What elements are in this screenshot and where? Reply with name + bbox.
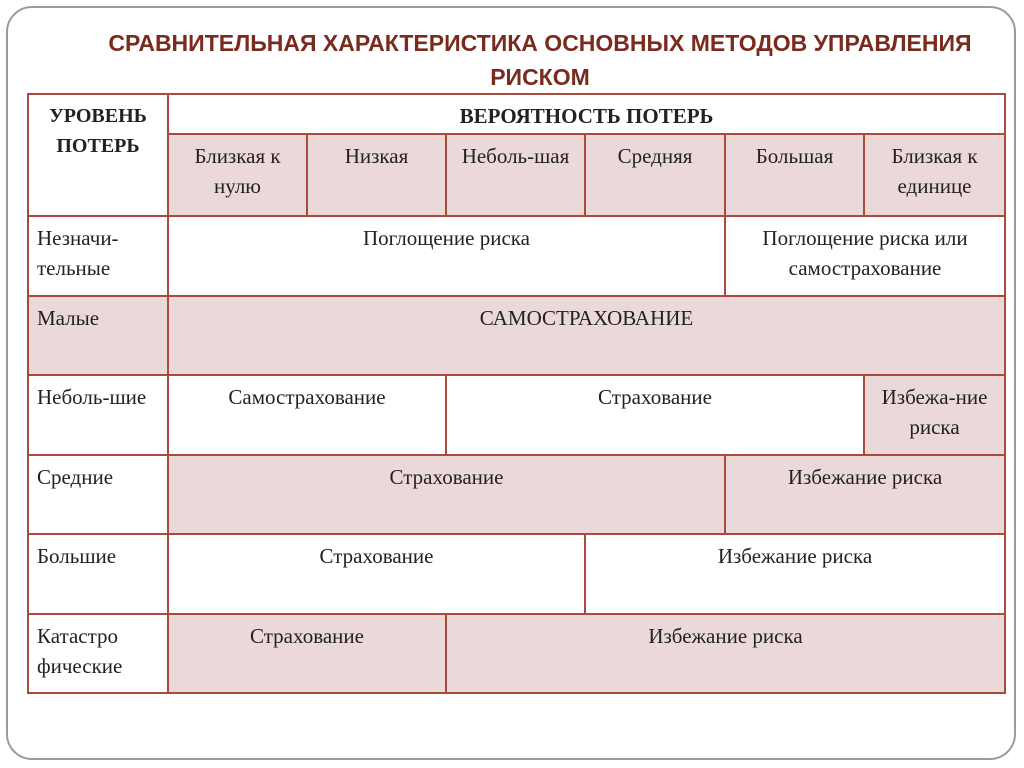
row-level-label: Катастро фические [28,614,168,693]
table-row [28,216,1005,296]
column-header: Близкая к единице [864,134,1005,216]
row-level-label: Большие [28,534,168,614]
row-level-label: Неболь-шие [28,375,168,455]
column-header: Неболь-шая [446,134,585,216]
table-row [28,534,1005,614]
method-cell: Страхование [446,375,864,455]
row-level-label: Незначи-тельные [28,216,168,296]
method-cell: Страхование [168,455,725,534]
slide-title: СРАВНИТЕЛЬНАЯ ХАРАКТЕРИСТИКА ОСНОВНЫХ МЕТОДОВ УПРАВЛЕНИЯ РИСКОМ [108,30,972,90]
table-row [28,375,1005,455]
column-header: Близкая к нулю [168,134,307,216]
header-row-top [28,94,1005,134]
table-row [28,455,1005,534]
method-cell: Поглощение риска [168,216,725,296]
column-header: Средняя [585,134,725,216]
method-cell: Страхование [168,534,585,614]
level-header-cell [28,94,168,216]
method-cell: Самострахование [168,375,446,455]
method-cell: Избежание риска [446,614,1005,693]
table-row [28,614,1005,693]
method-cell: Избежание риска [725,455,1005,534]
method-cell: Поглощение риска или самострахование [725,216,1005,296]
column-header: Низкая [307,134,446,216]
probability-header-text: ВЕРОЯТНОСТЬ ПОТЕРЬ [459,104,714,128]
row-level-label: Средние [28,455,168,534]
column-header: Большая [725,134,864,216]
probability-header-cell [168,94,1005,134]
level-header-text: УРОВЕНЬ ПОТЕРЬ [49,105,147,157]
method-cell: САМОСТРАХОВАНИЕ [168,296,1005,375]
method-cell: Страхование [168,614,446,693]
table-row [28,296,1005,375]
method-cell: Избежа-ние риска [864,375,1005,455]
method-cell: Избежание риска [585,534,1005,614]
header-row-columns [28,134,1005,216]
row-level-label: Малые [28,296,168,375]
risk-methods-table [27,93,1006,694]
